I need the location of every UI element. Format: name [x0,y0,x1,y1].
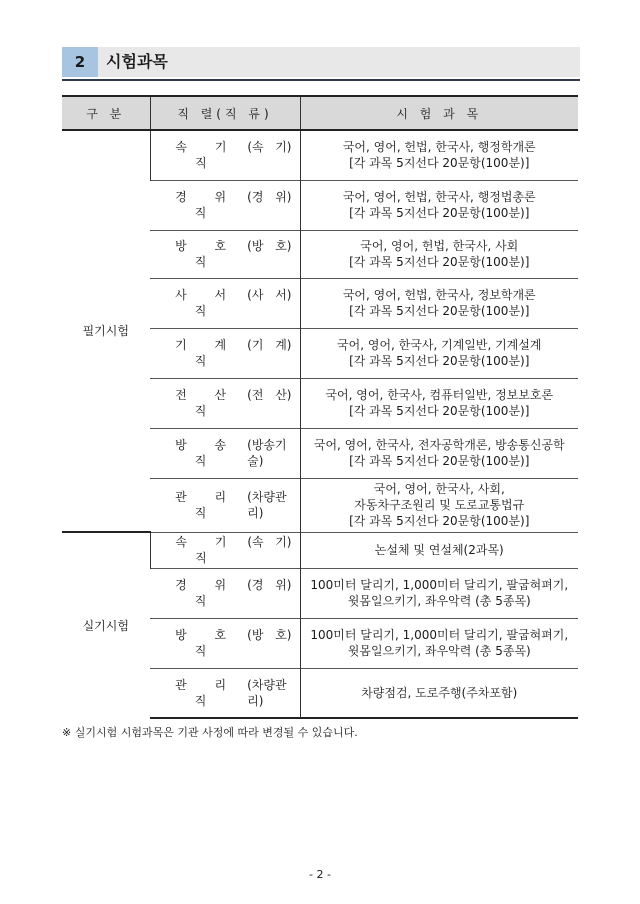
position-name: 경 위 직 [175,578,239,608]
position-alias: (속 기) [247,535,292,549]
position-cell [150,230,300,278]
table-row [62,130,578,180]
subject-line: 차량점검, 도로주행(주차포함) [361,685,518,700]
exam-subjects-table [62,95,578,719]
position-alias: (속 기) [247,140,292,155]
subject-line: [각 과목 5지선다 20문항(100분)] [349,304,530,318]
section-header [62,45,580,81]
subjects-cell [300,328,578,378]
header-position: 직 렬(직 류) [150,96,300,130]
position-name: 방 호 직 [175,239,239,269]
subject-line: 국어, 영어, 한국사, 사회, [373,482,505,496]
position-name: 사 서 직 [175,288,239,318]
exam-category: 필기시험 [62,130,150,532]
subjects-cell [300,180,578,230]
subjects-cell [300,278,578,328]
position-name: 방 송 직 [175,438,239,468]
position-alias: (경 위) [247,578,292,592]
page-number: - 2 - [309,868,331,881]
subjects-cell [300,568,578,618]
position-name: 속 기 직 [175,535,239,565]
subjects-cell [300,378,578,428]
subject-line: 자동차구조원리 및 도로교통법규 [354,498,525,512]
position-alias: (사 서) [247,288,292,302]
subject-line: 논설체 및 연설체(2과목) [374,543,504,557]
subject-line: 국어, 영어, 헌법, 한국사, 사회 [360,239,519,253]
position-alias: (방송기술) [247,438,287,468]
exam-category: 실기시험 [62,532,150,718]
subject-line: [각 과목 5지선다 20문항(100분)] [349,255,530,269]
position-name: 방 호 직 [175,628,239,658]
subjects-cell [300,130,578,180]
position-cell [150,568,300,618]
subject-line: 국어, 영어, 한국사, 전자공학개론, 방송통신공학 [313,438,565,452]
table-header-row [62,96,578,130]
position-cell [150,378,300,428]
subjects-cell [300,428,578,478]
position-cell [150,532,300,568]
position-cell [150,278,300,328]
subjects-cell [300,618,578,668]
position-cell [150,130,300,180]
section-number: 2 [62,47,98,77]
position-cell [150,328,300,378]
position-name: 전 산 직 [175,388,239,418]
position-alias: (방 호) [247,628,292,642]
position-name: 경 위 직 [175,190,239,220]
subject-line: 국어, 영어, 헌법, 한국사, 행정법총론 [342,190,536,204]
position-cell [150,668,300,718]
position-alias: (기 계) [247,338,292,352]
subject-line: 국어, 영어, 한국사, 컴퓨터일반, 정보보호론 [325,388,554,402]
position-name: 관 리 직 [175,490,239,520]
subject-line: [각 과목 5지선다 20문항(100분)] [349,454,530,468]
subject-line: 윗몸일으키기, 좌우악력 (총 5종목) [347,594,531,608]
section-title: 시험과목 [98,47,580,77]
position-alias: (경 위) [247,190,292,204]
subjects-cell [300,532,578,568]
position-cell [150,180,300,230]
subject-line: [각 과목 5지선다 20문항(100분)] [349,404,530,418]
subjects-cell [300,230,578,278]
position-alias: (방 호) [247,239,292,253]
header-subjects: 시 험 과 목 [300,96,578,130]
subject-line: [각 과목 5지선다 20문항(100분)] [349,206,530,220]
subjects-cell [300,668,578,718]
subject-line: 국어, 영어, 헌법, 한국사, 정보학개론 [342,288,536,302]
table-row [62,532,578,568]
subject-line: 윗몸일으키기, 좌우악력 (총 5종목) [347,644,531,658]
position-cell [150,428,300,478]
position-name: 관 리 직 [175,677,239,708]
footnote: ※ 실기시험 시험과목은 기관 사정에 따라 변경될 수 있습니다. [62,726,358,739]
header-category: 구 분 [62,96,150,130]
position-alias: (전 산) [247,388,292,402]
subject-line: [각 과목 5지선다 20문항(100분)] [349,514,530,528]
subject-line: [각 과목 5지선다 20문항(100분)] [349,156,530,171]
position-name: 속 기 직 [175,140,239,171]
position-alias: (차량관리) [247,677,287,708]
subject-line: [각 과목 5지선다 20문항(100분)] [349,354,530,368]
subject-line: 100미터 달리기, 1,000미터 달리기, 팔굽혀펴기, [310,628,569,642]
subject-line: 100미터 달리기, 1,000미터 달리기, 팔굽혀펴기, [310,578,569,592]
position-cell [150,478,300,532]
position-alias: (차량관리) [247,490,287,520]
subjects-cell [300,478,578,532]
subject-line: 국어, 영어, 한국사, 기계일반, 기계설계 [337,338,542,352]
position-cell [150,618,300,668]
position-name: 기 계 직 [175,338,239,368]
subject-line: 국어, 영어, 헌법, 한국사, 행정학개론 [342,140,536,155]
